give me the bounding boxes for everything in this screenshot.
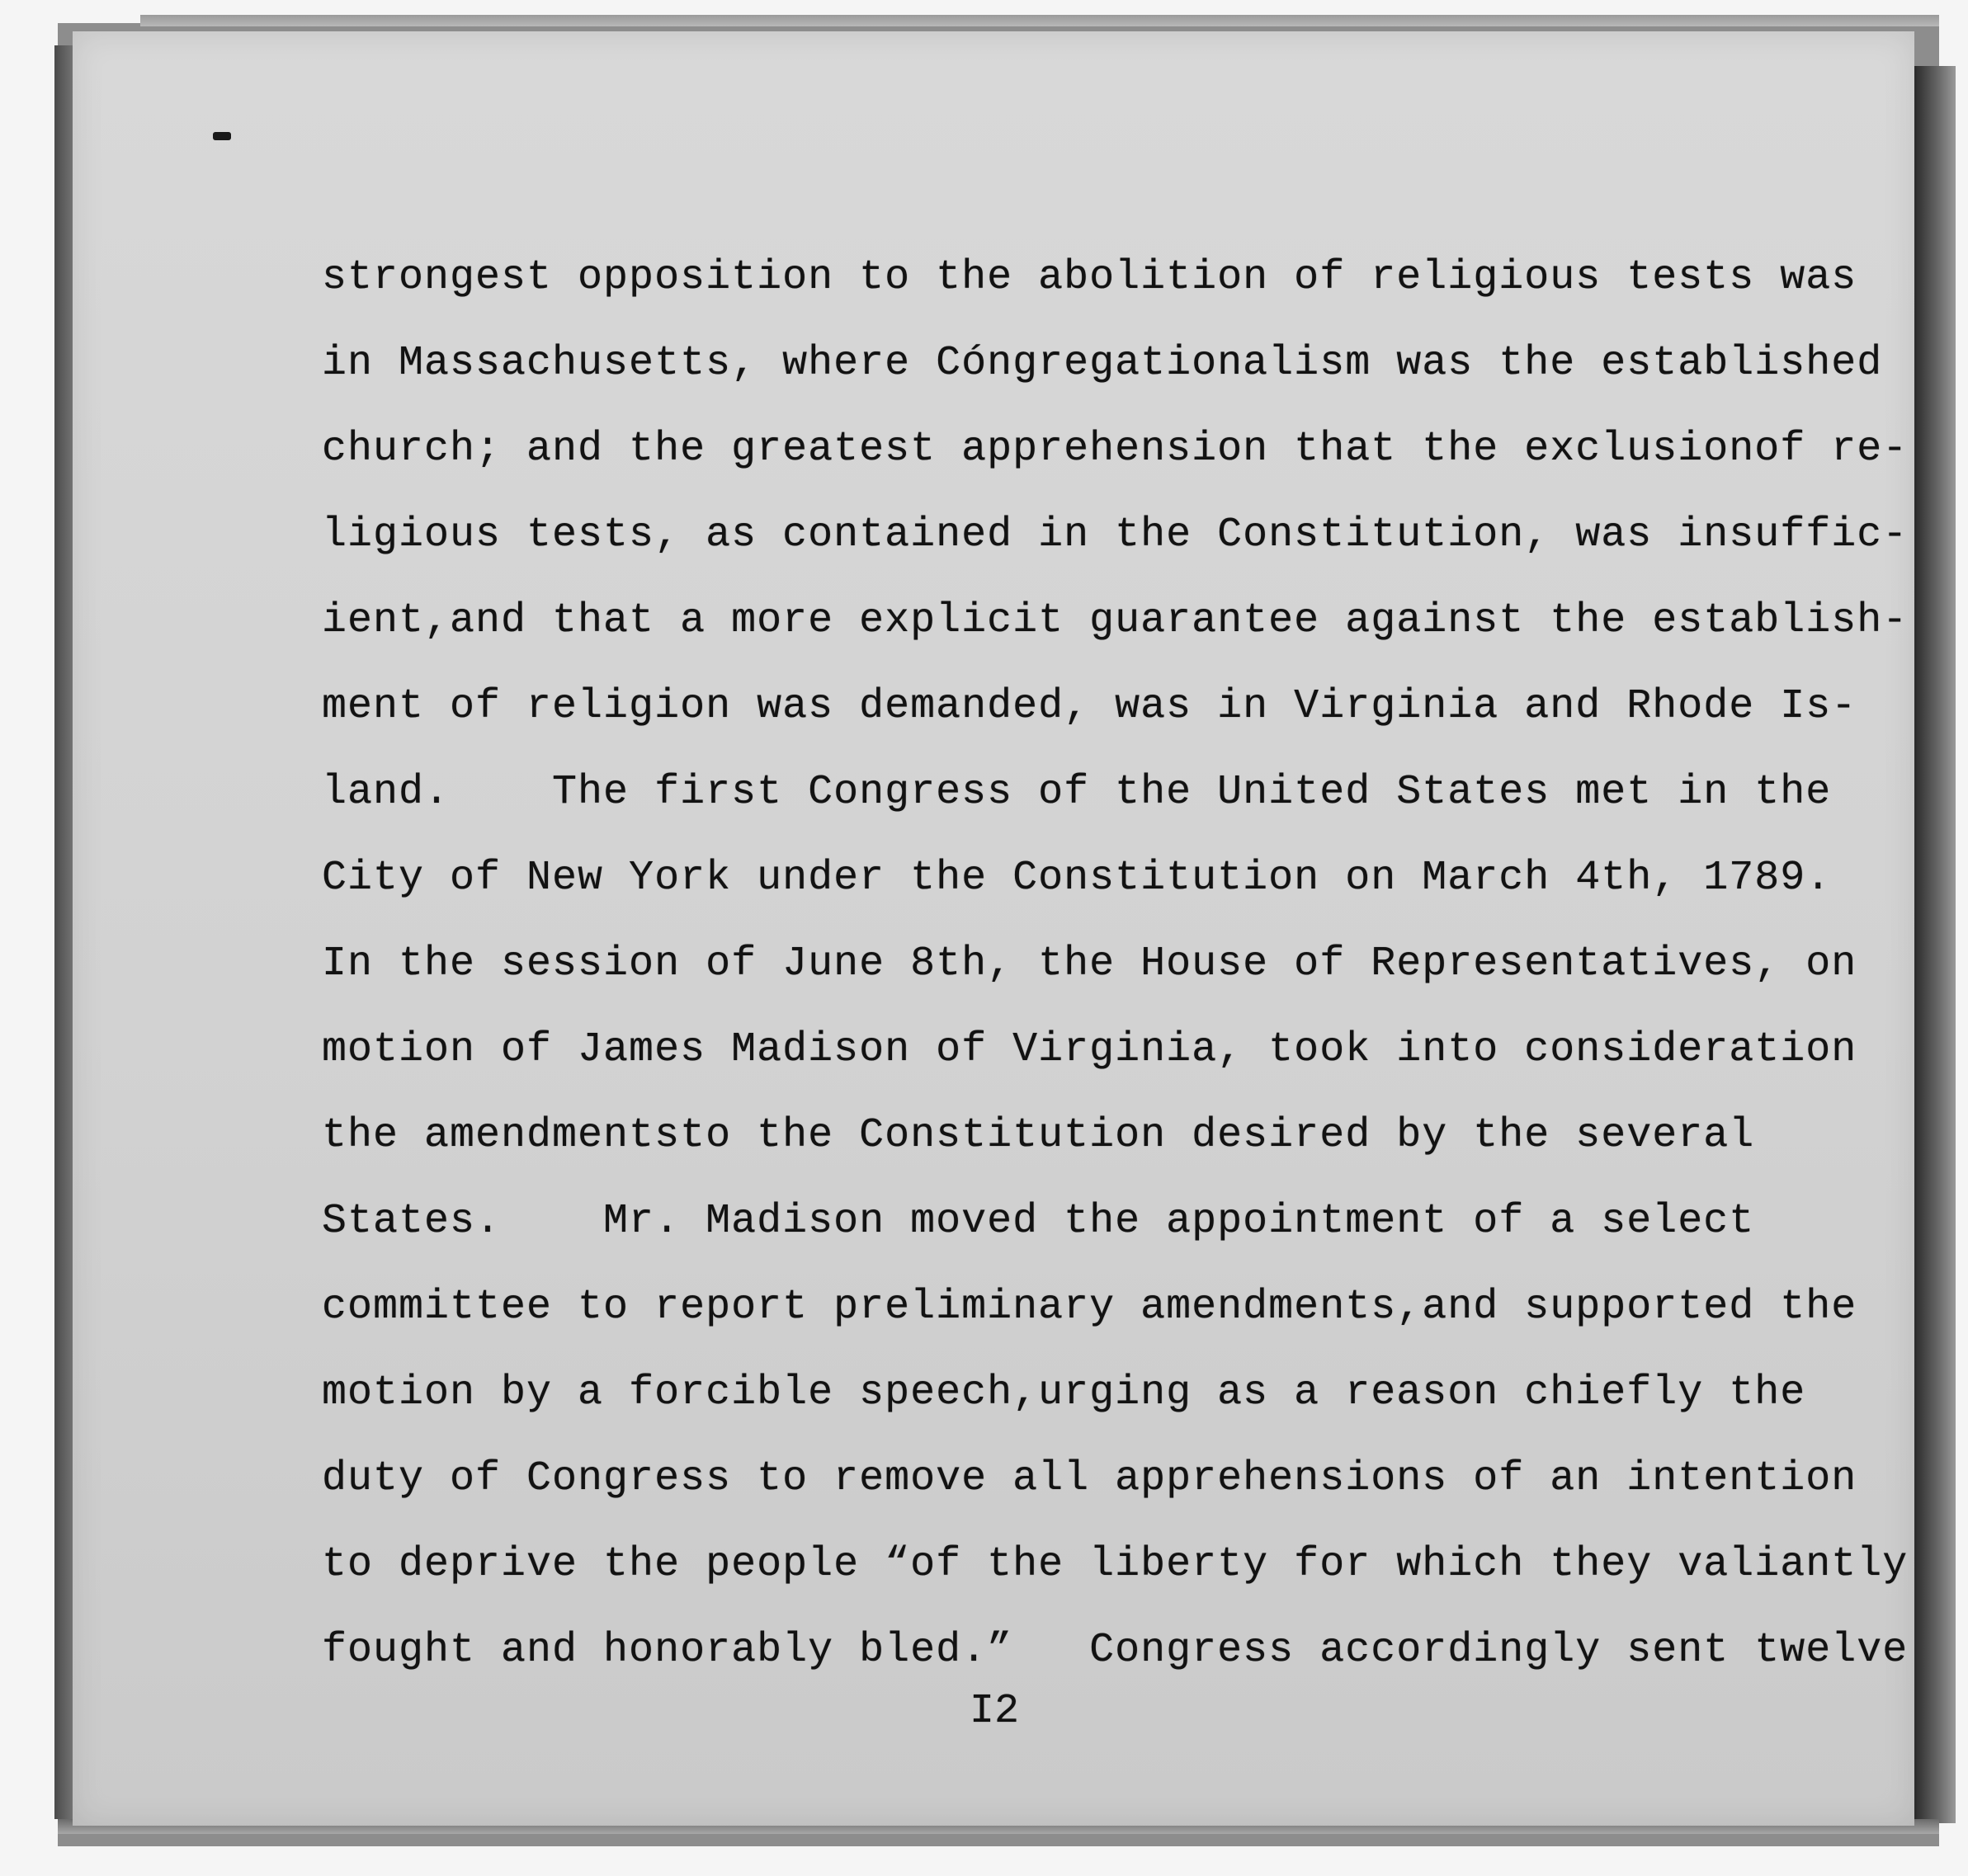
body-text — [322, 235, 1909, 1694]
page-number: I2 — [970, 1688, 1020, 1735]
text-line: fought and honorably bled.” Congress accordingly sent twelve — [322, 1627, 1909, 1674]
text-line: ment of religion was demanded, was in Virginia and Rhode Is- — [322, 683, 1857, 730]
text-line: duty of Congress to remove all apprehensions of an intention — [322, 1455, 1857, 1502]
text-line: to deprive the people “of the liberty for which they valiantly — [322, 1541, 1909, 1588]
text-line: States. Mr. Madison moved the appointment of a select — [322, 1198, 1755, 1245]
text-line: motion by a forcible speech,urging as a reason chiefly the — [322, 1369, 1806, 1416]
text-line: motion of James Madison of Virginia, took into consideration — [322, 1026, 1857, 1073]
text-line: the amendmentsto the Constitution desired by the several — [322, 1112, 1755, 1159]
text-line: in Massachusetts, where Cóngregationalism was the established — [322, 340, 1883, 387]
text-line: land. The first Congress of the United States met in the — [322, 769, 1832, 816]
paper-right-edge — [1914, 66, 1956, 1823]
text-line: ligious tests, as contained in the Constitution, was insuffic- — [322, 511, 1909, 559]
text-line: strongest opposition to the abolition of religious tests was — [322, 254, 1857, 301]
paper-top-edge — [140, 15, 1939, 26]
text-line: committee to report preliminary amendments,and supported the — [322, 1284, 1857, 1331]
text-line: In the session of June 8th, the House of Representatives, on — [322, 940, 1857, 987]
text-line: church; and the greatest apprehension that the exclusionof re- — [322, 426, 1909, 473]
text-line: City of New York under the Constitution on March 4th, 1789. — [322, 855, 1832, 902]
ink-speck — [213, 132, 231, 140]
text-line: ient,and that a more explicit guarantee against the establish- — [322, 597, 1909, 644]
